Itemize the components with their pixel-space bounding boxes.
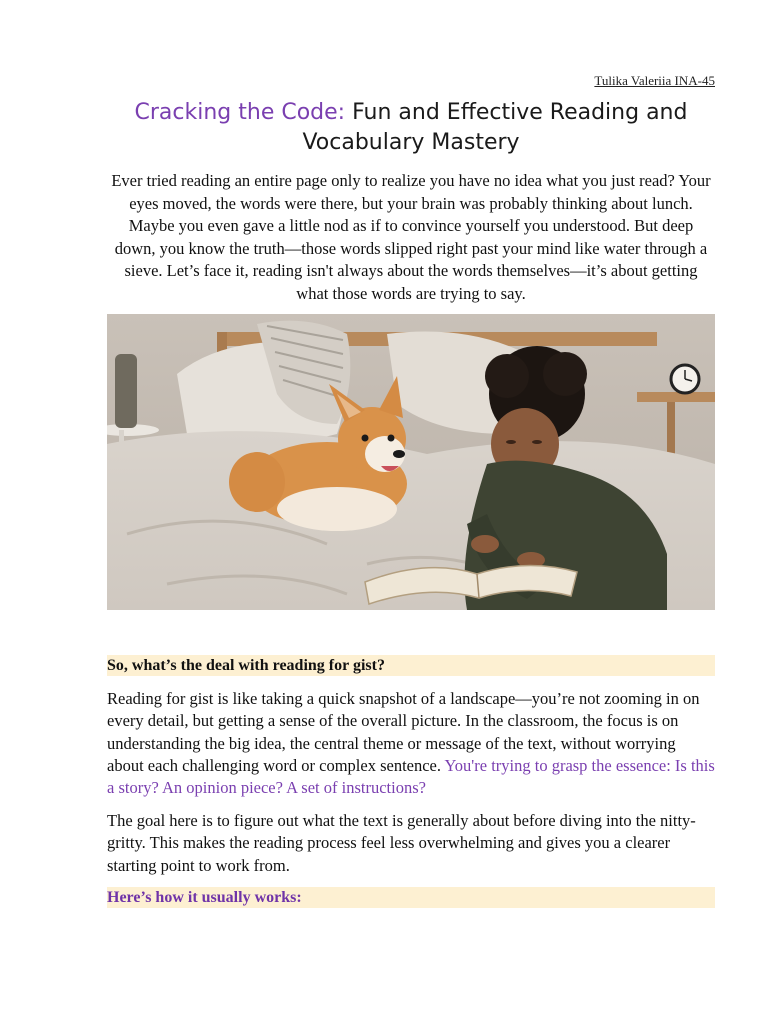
gist-paragraph-main: Reading for gist is like taking a quick snapshot of a landscape—you’re not zooming in on every detail, but getting a sense of the overall picture. In the classroom, the focus is on understanding the big idea, the central theme or message of the text, without worrying about each challenging word or complex sentence. [107, 689, 700, 775]
intro-paragraph: Ever tried reading an entire page only to realize you have no idea what you just read? Your eyes moved, the words were there, but your brain was probably thinking about lunch. Maybe you even gave a little nod as if to convince yourself you understood. But deep down, you know the truth—those words slipped right past your mind like water through a sieve. Let’s face it, reading isn't always about the words themselves—it’s about getting what those words are trying to say. [111, 171, 711, 303]
title-rest: Fun and Effective Reading and Vocabulary Mastery [302, 100, 688, 155]
document-title [107, 98, 715, 158]
section-heading-gist: So, what’s the deal with reading for gist? [107, 655, 715, 676]
hero-photo-child-reading-with-dog [107, 314, 715, 610]
title-accent: Cracking the Code: [134, 100, 346, 125]
gist-paragraph-highlight: You're trying to grasp the essence: Is this a story? An opinion piece? A set of instructions? [107, 755, 715, 798]
gist-paragraph [107, 688, 715, 799]
goal-paragraph: The goal here is to figure out what the text is generally about before diving into the nitty-gritty. This makes the reading process feel less overwhelming and gives you a clearer starting point to work from. [107, 811, 696, 875]
author-line: Tulika Valeriia INA-45 [594, 73, 715, 88]
section-heading-how-it-works: Here’s how it usually works: [107, 887, 715, 908]
